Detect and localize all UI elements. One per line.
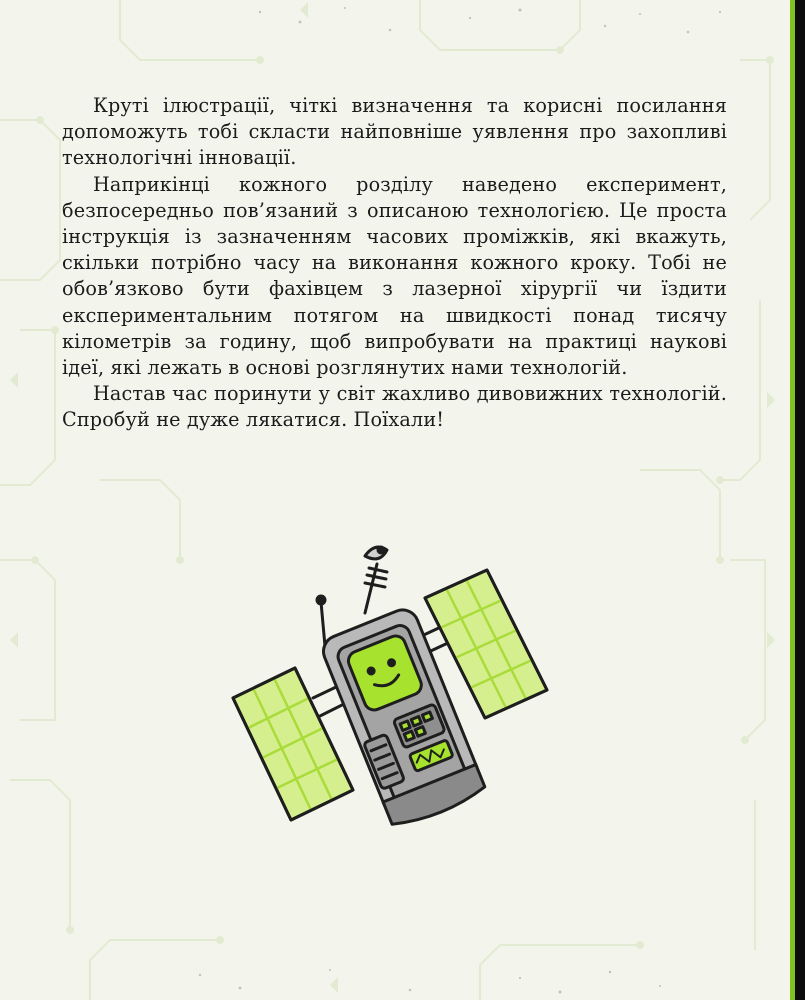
- paragraph-lets-go: Настав час поринути у світ жахливо дивовижних технологій. Спробуй не дуже лякатися. Поїхали!: [62, 382, 727, 432]
- paragraph-experiments: Наприкінці кожного розділу наведено експеримент, безпосередньо пов’язаний з описаною технологією. Це проста інструкція із зазначенням часових проміжків, які вкажуть, скільки потрібно часу на виконання кожного кроку. Тобі не обов’язково бути фахівцем з лазерної хірургії чи їздити експериментальним потягом на швидкості понад тисячу кілометрів за годину, щоб випробувати на практиці наукові ідеї, які лежать в основі розглянутих нами технологій.: [62, 172, 727, 380]
- page-edge-dark: [795, 0, 805, 1000]
- satellite-illustration: [225, 528, 565, 838]
- paragraph-illustrations: Круті ілюстрації, чіткі визначення та корисні посилання допоможуть тобі скласти найповніше уявлення про захопливі технологічні інновації.: [62, 94, 727, 170]
- left-solar-panel: [233, 668, 353, 820]
- intro-text: [62, 93, 727, 434]
